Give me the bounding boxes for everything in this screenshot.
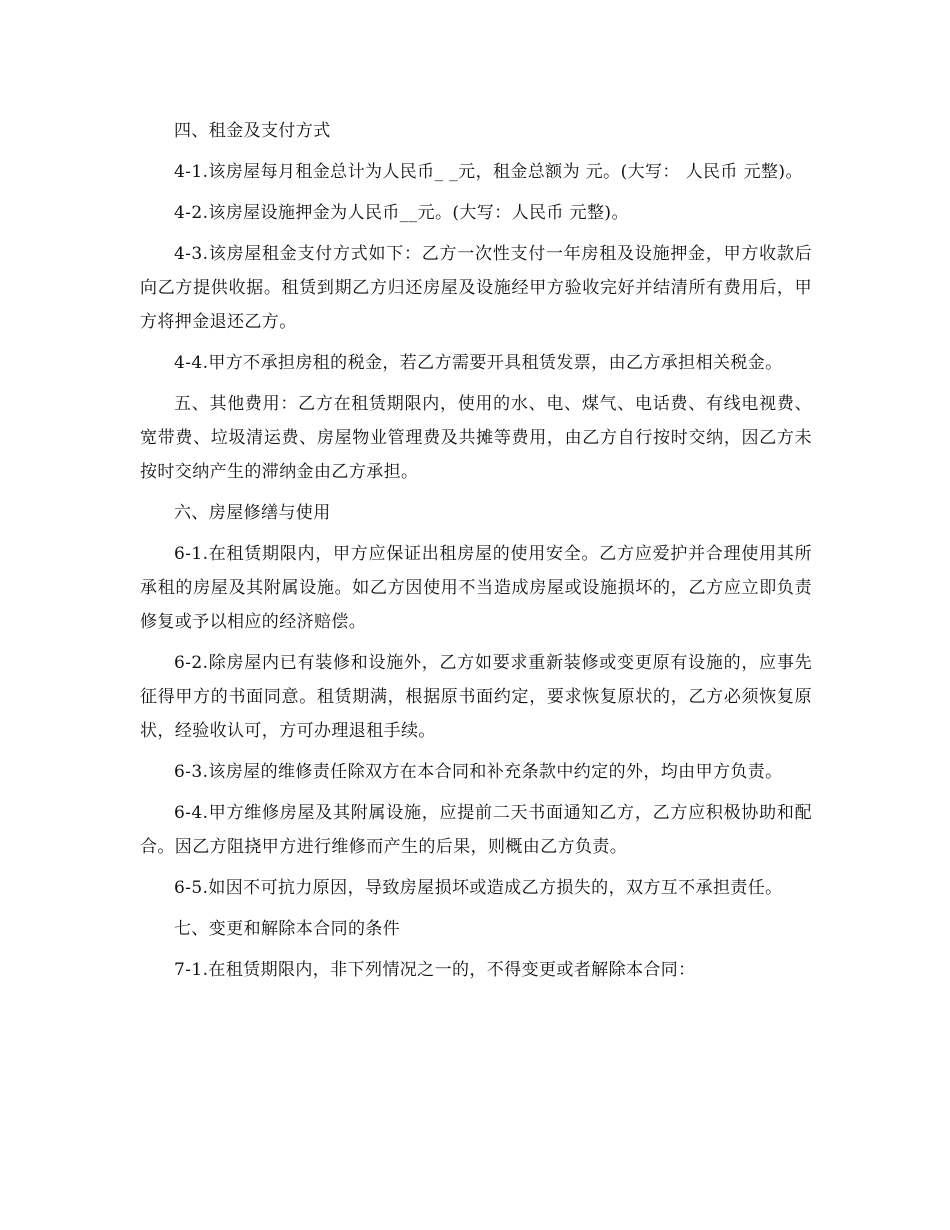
clause-4-1: 4-1.该房屋每月租金总计为人民币_ _元，租金总额为 元。(大写： 人民币 元整)。 <box>174 162 803 182</box>
clause-6-1: 6-1.在租赁期限内，甲方应保证出租房屋的使用安全。乙方应爱护并合理使用其所承租的房屋及其附属设施。如乙方因使用不当造成房屋或设施损坏的，乙方应立即负责修复或予以相应的经济赔偿。 <box>140 544 812 632</box>
clause-6-3: 6-3.该房屋的维修责任除双方在本合同和补充条款中约定的外，均由甲方负责。 <box>174 762 783 782</box>
clause-7-1: 7-1.在租赁期限内，非下列情况之一的，不得变更或者解除本合同： <box>174 960 696 980</box>
section-other-fees: 五、其他费用：乙方在租赁期限内，使用的水、电、煤气、电话费、有线电视费、宽带费、垃圾清运费、房屋物业管理费及共摊等费用，由乙方自行按时交纳，因乙方未按时交纳产生的滞纳金由乙方承担。 <box>140 394 812 482</box>
clause-4-3: 4-3.该房屋租金支付方式如下：乙方一次性支付一年房租及设施押金，甲方收款后向乙方提供收据。租赁到期乙方归还房屋及设施经甲方验收完好并结清所有费用后，甲方将押金退还乙方。 <box>140 244 812 332</box>
section-heading-change-termination: 七、变更和解除本合同的条件 <box>174 919 401 939</box>
clause-6-4: 6-4.甲方维修房屋及其附属设施，应提前二天书面通知乙方，乙方应积极协助和配合。因乙方阻挠甲方进行维修而产生的后果，则概由乙方负责。 <box>140 803 812 857</box>
section-heading-rent-payment: 四、租金及支付方式 <box>174 121 331 141</box>
clause-4-2: 4-2.该房屋设施押金为人民币__元。(大写：人民币 元整)。 <box>174 203 629 223</box>
section-heading-repair-use: 六、房屋修缮与使用 <box>174 503 331 523</box>
clause-6-5: 6-5.如因不可抗力原因，导致房屋损坏或造成乙方损失的，双方互不承担责任。 <box>174 878 783 898</box>
clause-4-4: 4-4.甲方不承担房租的税金，若乙方需要开具租赁发票，由乙方承担相关税金。 <box>174 353 783 373</box>
document-body <box>140 114 812 994</box>
clause-6-2: 6-2.除房屋内已有装修和设施外，乙方如要求重新装修或变更原有设施的，应事先征得甲方的书面同意。租赁期满，根据原书面约定，要求恢复原状的，乙方必须恢复原状，经验收认可，方可办理退租手续。 <box>140 653 812 741</box>
